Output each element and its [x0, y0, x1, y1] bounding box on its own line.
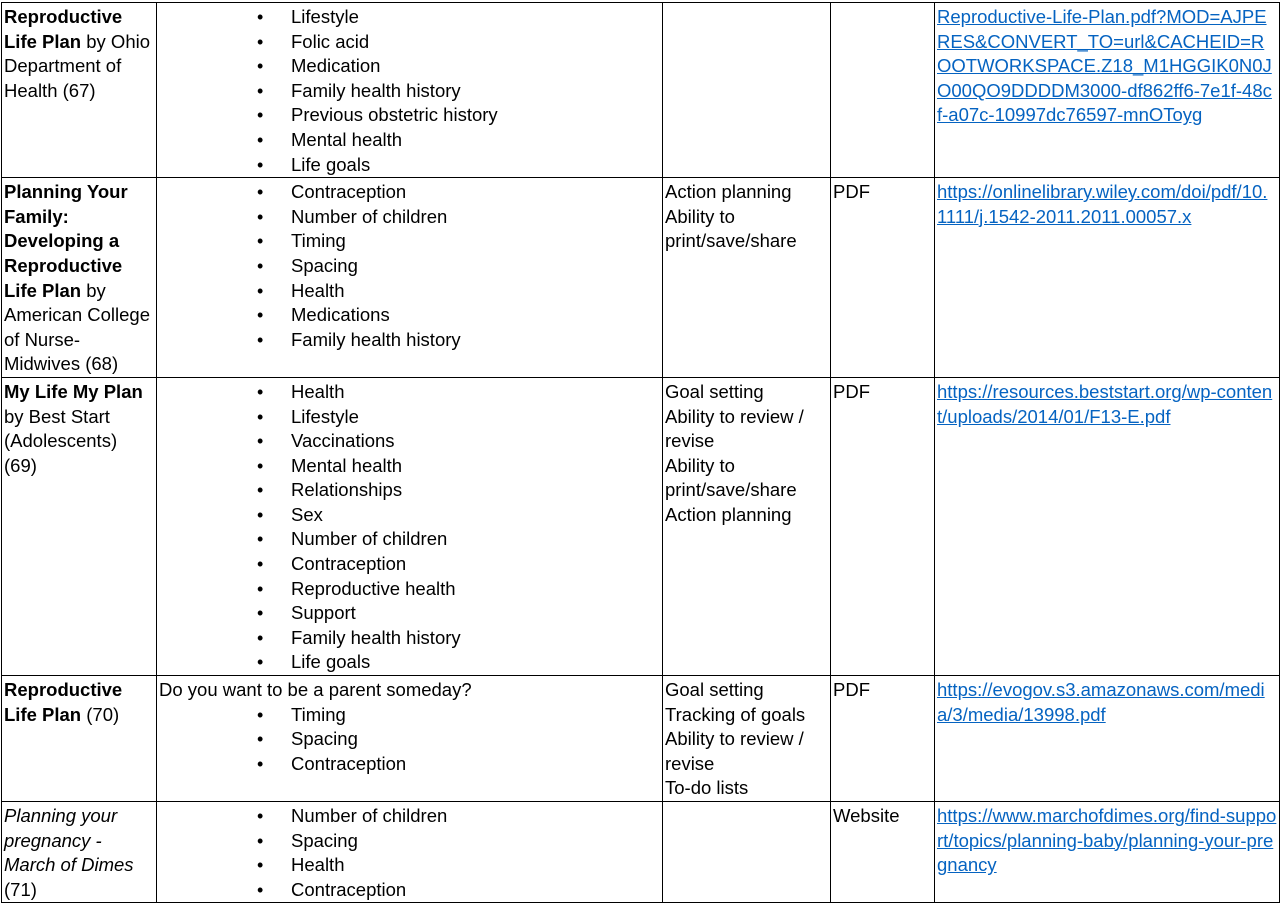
topics-cell: [157, 377, 663, 675]
resource-link[interactable]: https://evogov.s3.amazonaws.com/media/3/media/13998.pdf: [937, 679, 1265, 725]
resource-link[interactable]: https://resources.beststart.org/wp-content/uploads/2014/01/F13-E.pdf: [937, 380, 1273, 427]
feature-item: To-do lists: [665, 777, 749, 799]
list-item: • Number of children: [159, 804, 660, 829]
topics-list: [159, 804, 660, 902]
list-item: • Spacing: [159, 254, 660, 279]
link-cell: [935, 3, 1280, 178]
list-item: • Spacing: [159, 727, 660, 752]
topics-question: Do you want to be a parent someday?: [159, 679, 472, 701]
list-item: • Health: [159, 279, 660, 304]
format-cell: [831, 3, 935, 178]
format-cell: [831, 802, 935, 903]
list-item: • Health: [159, 380, 660, 405]
feature-item: Ability to review / revise: [665, 405, 804, 452]
format-cell: [831, 377, 935, 675]
table-row: [2, 178, 1280, 378]
resource-link[interactable]: https://onlinelibrary.wiley.com/doi/pdf/10.1111/j.1542-2011.2011.00057.x: [937, 181, 1268, 227]
topics-list: [159, 180, 660, 352]
list-item: • Previous obstetric history: [159, 103, 660, 128]
topics-cell: [157, 802, 663, 903]
list-item: • Contraception: [159, 552, 660, 577]
resource-source: by Ohio Department of Health (67): [4, 30, 151, 101]
format-label: PDF: [833, 181, 870, 203]
features-cell: [663, 377, 831, 675]
format-cell: [831, 178, 935, 378]
resource-cell: [2, 802, 157, 903]
list-item: • Folic acid: [159, 30, 660, 55]
list-item: • Sex: [159, 503, 660, 528]
table-row: [2, 802, 1280, 903]
list-item: • Medication: [159, 54, 660, 79]
list-item: • Number of children: [159, 527, 660, 552]
list-item: • Medications: [159, 303, 660, 328]
list-item: • Family health history: [159, 79, 660, 104]
features-cell: [663, 178, 831, 378]
list-item: • Support: [159, 601, 660, 626]
resource-title: Reproductive Life Plan: [4, 6, 123, 52]
format-cell: [831, 676, 935, 802]
feature-item: Ability to print/save/share: [665, 205, 797, 252]
feature-item: Goal setting: [665, 679, 764, 701]
link-cell: [935, 377, 1280, 675]
resource-title: Planning Your Family: Developing a Reproductive Life Plan: [4, 181, 128, 301]
feature-item: Action planning: [665, 181, 792, 203]
table-body: [2, 3, 1280, 903]
list-item: • Family health history: [159, 626, 660, 651]
list-item: • Timing: [159, 229, 660, 254]
resource-cell: [2, 676, 157, 802]
feature-item: Ability to print/save/share: [665, 454, 797, 501]
list-item: • Contraception: [159, 878, 660, 903]
feature-item: Action planning: [665, 503, 792, 525]
resource-title: My Life My Plan: [4, 380, 143, 402]
topics-cell: [157, 676, 663, 802]
resource-cell: [2, 3, 157, 178]
list-item: • Vaccinations: [159, 429, 660, 454]
topics-list: [159, 5, 660, 177]
resource-title-italic: Planning your pregnancy - March of Dimes: [4, 805, 134, 876]
resource-title: Reproductive Life Plan: [4, 679, 123, 725]
list-item: • Mental health: [159, 454, 660, 479]
list-item: • Timing: [159, 703, 660, 728]
feature-item: Tracking of goals: [665, 703, 806, 725]
list-item: • Reproductive health: [159, 577, 660, 602]
resource-source: (70): [81, 703, 120, 725]
list-item: • Health: [159, 853, 660, 878]
list-item: • Life goals: [159, 650, 660, 675]
feature-item: Goal setting: [665, 380, 764, 402]
resource-source: by Best Start (Adolescents) (69): [4, 405, 118, 476]
resource-cell: [2, 377, 157, 675]
list-item: • Number of children: [159, 205, 660, 230]
link-cell: [935, 802, 1280, 903]
list-item: • Contraception: [159, 752, 660, 777]
features-cell: [663, 676, 831, 802]
topics-list: [159, 380, 660, 675]
link-cell: [935, 178, 1280, 378]
format-label: PDF: [833, 380, 870, 402]
features-cell: [663, 3, 831, 178]
link-cell: [935, 676, 1280, 802]
list-item: • Lifestyle: [159, 5, 660, 30]
topics-cell: [157, 178, 663, 378]
table-row: [2, 377, 1280, 675]
list-item: • Spacing: [159, 829, 660, 854]
resource-link[interactable]: https://www.marchofdimes.org/find-support/topics/planning-baby/planning-your-pregnancy: [937, 805, 1277, 876]
table-row: [2, 676, 1280, 802]
list-item: • Relationships: [159, 478, 660, 503]
table-row: [2, 3, 1280, 178]
feature-item: Ability to review / revise: [665, 728, 804, 774]
format-label: Website: [833, 805, 900, 826]
list-item: • Mental health: [159, 128, 660, 153]
resource-table: [1, 2, 1280, 903]
list-item: • Family health history: [159, 328, 660, 353]
resource-cell: [2, 178, 157, 378]
list-item: • Lifestyle: [159, 405, 660, 430]
resource-source: by American College of Nurse-Midwives (68): [4, 279, 151, 375]
resource-link[interactable]: Reproductive-Life-Plan.pdf?MOD=AJPERES&CONVERT_TO=url&CACHEID=ROOTWORKSPACE.Z18_M1HGGIK0N0JO00QO9DDDDM3000-df862ff6-7e1f-48cf-a07c-10997dc76597-mnOToyg: [937, 6, 1272, 126]
list-item: • Life goals: [159, 153, 660, 178]
list-item: • Contraception: [159, 180, 660, 205]
resource-source: (71): [4, 878, 37, 900]
features-cell: [663, 802, 831, 903]
format-label: PDF: [833, 679, 870, 701]
topics-cell: [157, 3, 663, 178]
topics-list: [159, 703, 660, 777]
